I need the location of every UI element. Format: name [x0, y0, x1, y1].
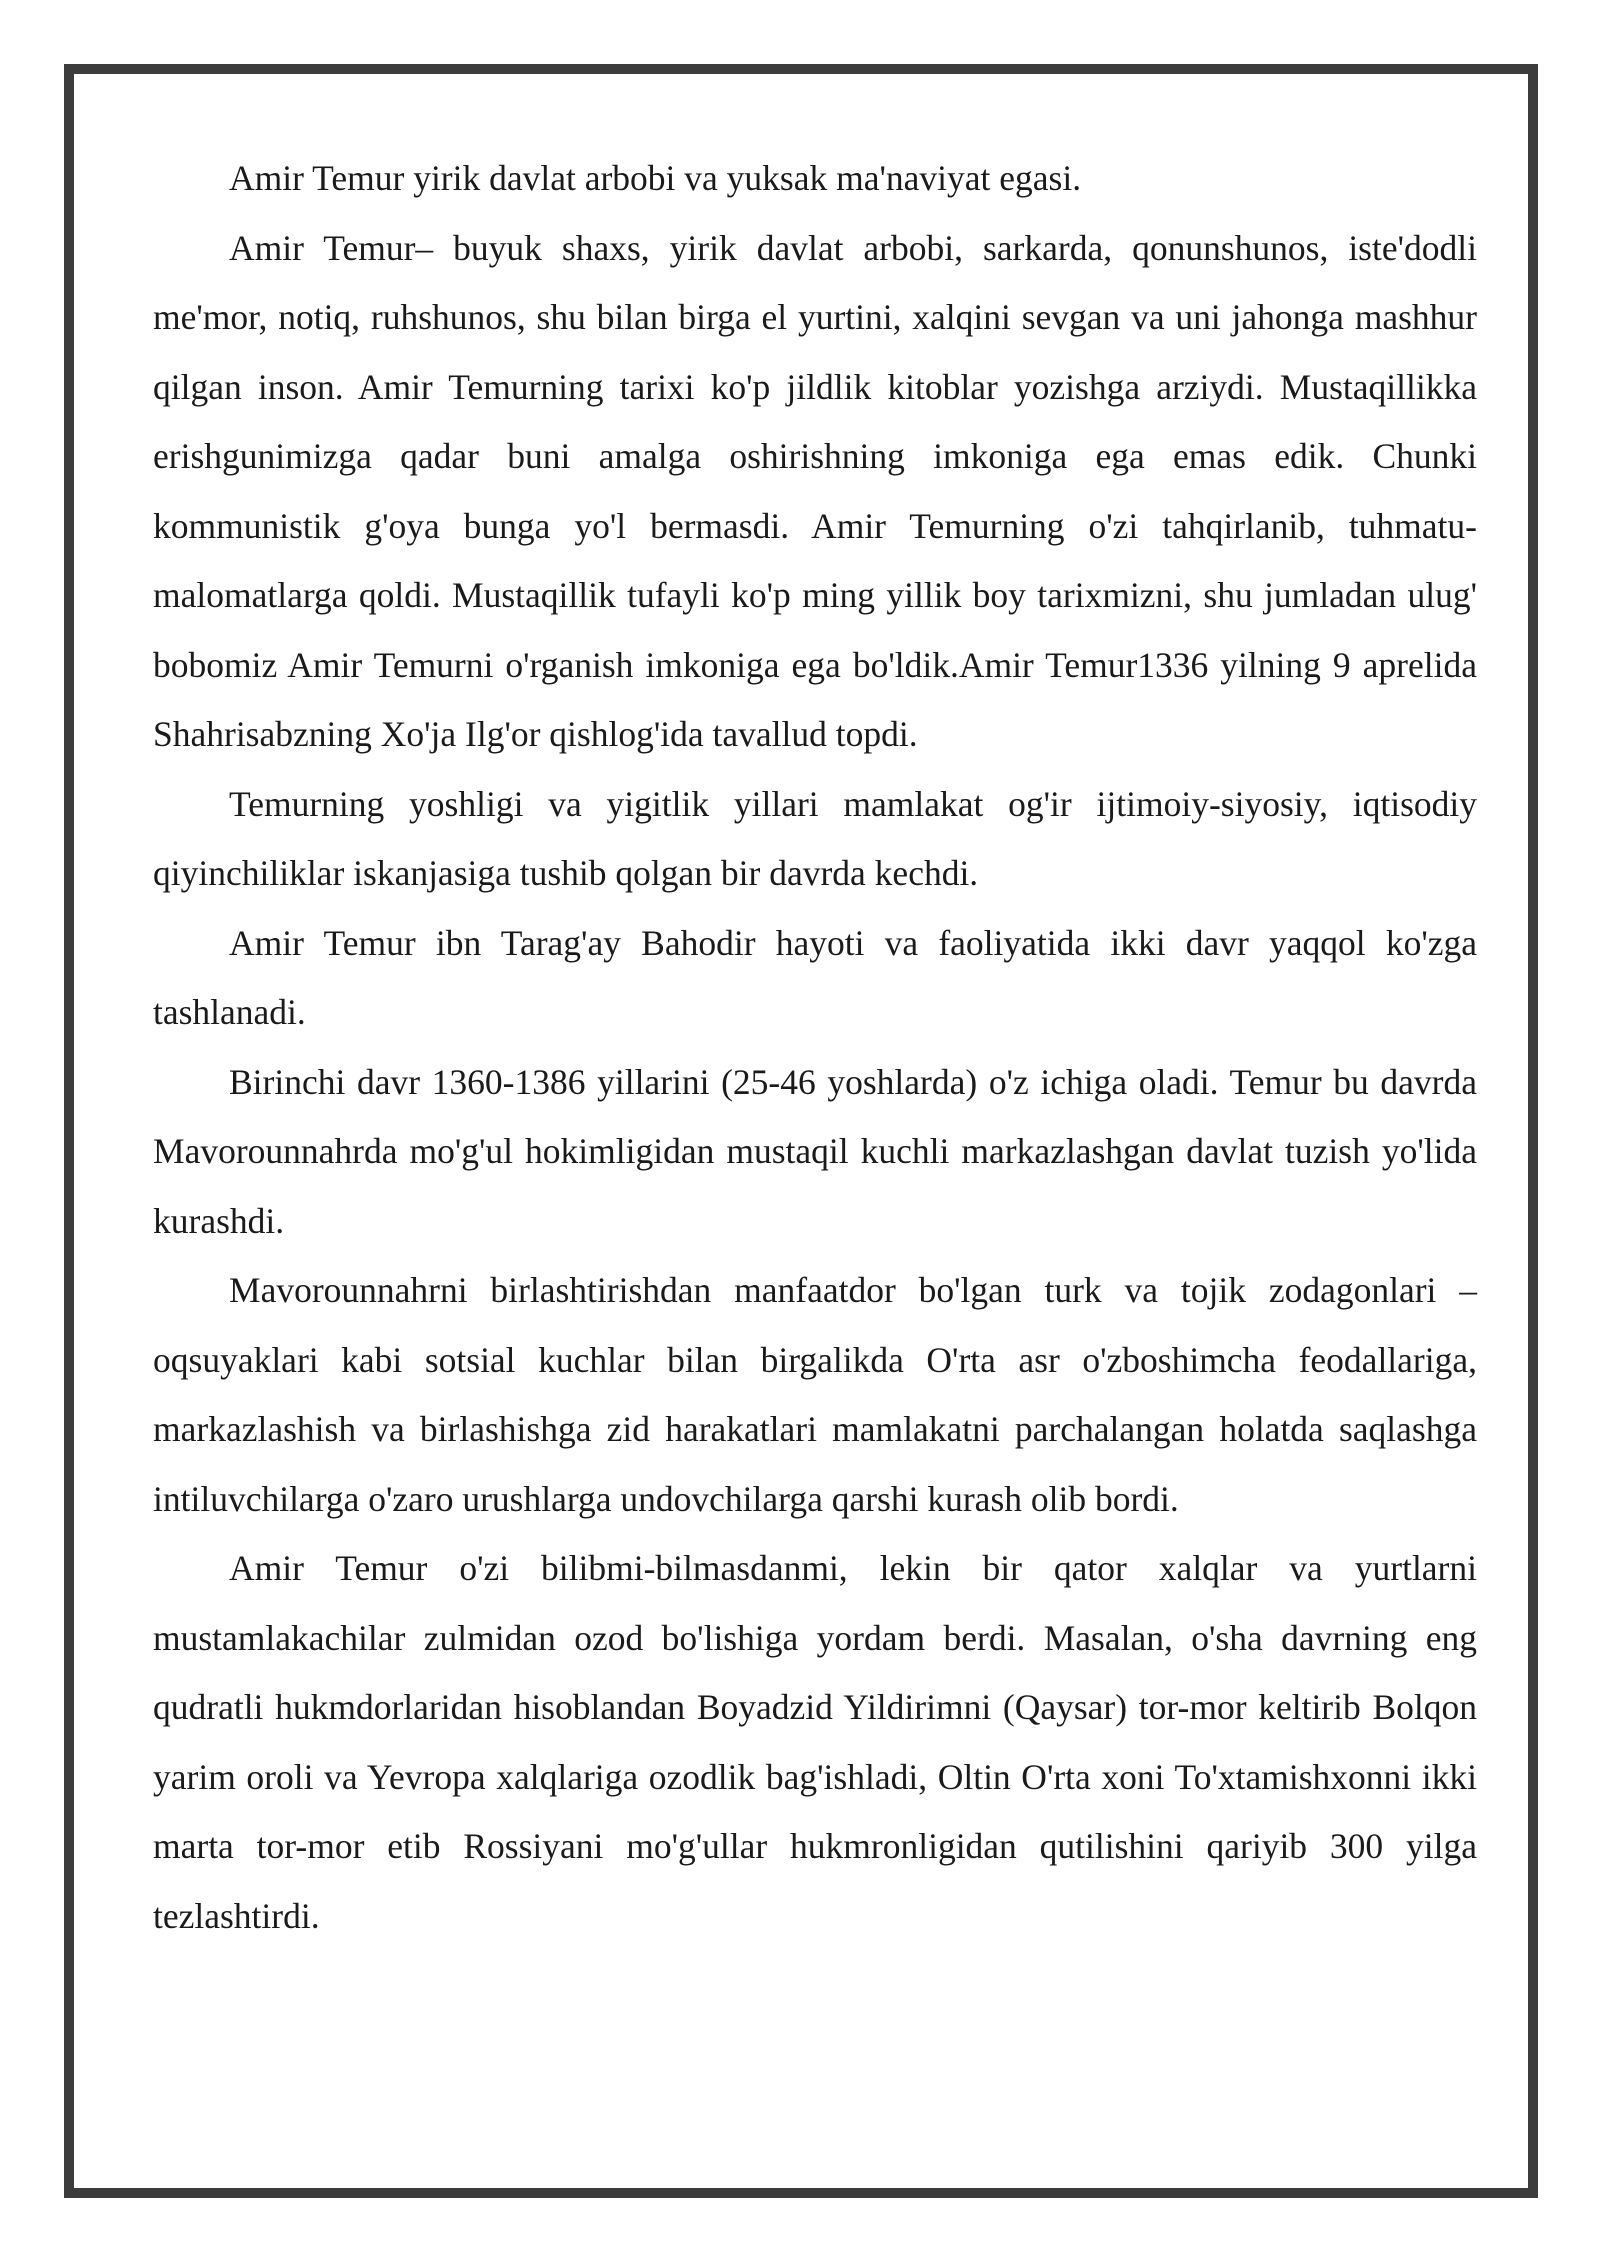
paragraph: Mavorounnahrni birlashtirishdan manfaatdor bo'lgan turk va tojik zodagonlari – oqsuyaklari kabi sotsial kuchlar bilan birgalikda O'rta asr o'zboshimcha feodallariga, markazlashish va birlashishga zid harakatlari mamlakatni parchalangan holatda saqlashga intiluvchilarga o'zaro urushlarga undovchilarga qarshi kurash olib bordi. — [153, 1270, 1477, 1519]
paragraph: Amir Temur– buyuk shaxs, yirik davlat arbobi, sarkarda, qonunshunos, iste'dodli me'mor, notiq, ruhshunos, shu bilan birga el yurtini, xalqini sevgan va uni jahonga mashhur qilgan inson. Amir Temurning tarixi ko'p jildlik kitoblar yozishga arziydi. Mustaqillikka erishgunimizga qadar buni amalga oshirishning imkoniga ega emas edik. Chunki kommunistik g'oya bunga yo'l bermasdi. Amir Temurning o'zi tahqirlanib, tuhmatu-malomatlarga qoldi. Mustaqillik tufayli ko'p ming yillik boy tarixmizni, shu jumladan ulug' bobomiz Amir Temurni o'rganish imkoniga ega bo'ldik.Amir Temur1336 yilning 9 aprelida Shahrisabzning Xo'ja Ilg'or qishlog'ida tavallud topdi. — [153, 227, 1477, 754]
paragraph: Birinchi davr 1360-1386 yillarini (25-46 yoshlarda) o'z ichiga oladi. Temur bu davrda Mavorounnahrda mo'g'ul hokimligidan mustaqil kuchli markazlashgan davlat tuzish yo'lida kurashdi. — [153, 1061, 1477, 1241]
paragraph: Temurning yoshligi va yigitlik yillari mamlakat og'ir ijtimoiy-siyosiy, iqtisodiy qiyinchiliklar iskanjasiga tushib qolgan bir davrda kechdi. — [153, 783, 1477, 893]
paragraph-title: Amir Temur yirik davlat arbobi va yuksak ma'naviyat egasi. — [229, 158, 1082, 198]
paragraph: Amir Temur ibn Tarag'ay Bahodir hayoti va faoliyatida ikki davr yaqqol ko'zga tashlanadi. — [153, 922, 1477, 1032]
document-body — [153, 144, 1477, 1951]
paragraph: Amir Temur o'zi bilibmi-bilmasdanmi, lekin bir qator xalqlar va yurtlarni mustamlakachilar zulmidan ozod bo'lishiga yordam berdi. Masalan, o'sha davrning eng qudratli hukmdorlaridan hisoblandan Boyadzid Yildirimni (Qaysar) tor-mor keltirib Bolqon yarim oroli va Yevropa xalqlariga ozodlik bag'ishladi, Oltin O'rta xoni To'xtamishxonni ikki marta tor-mor etib Rossiyani mo'g'ullar hukmronligidan qutilishini qariyib 300 yilga tezlashtirdi. — [153, 1548, 1477, 1936]
